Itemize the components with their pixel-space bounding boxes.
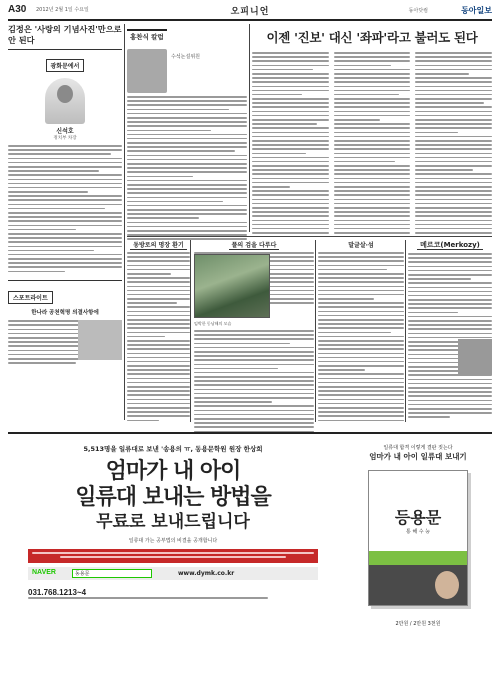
body-text bbox=[408, 253, 492, 334]
divider bbox=[8, 49, 122, 50]
section-divider bbox=[127, 236, 492, 237]
spotlight-box bbox=[8, 280, 122, 363]
spotlight-subhead: 한나라 공천혁명 의결사항에 bbox=[31, 310, 99, 317]
section-title: 오피니언 bbox=[230, 7, 270, 17]
newspaper-logo: 동아일보 bbox=[461, 5, 492, 15]
address-text bbox=[28, 597, 268, 599]
spotlight-photo bbox=[78, 320, 122, 360]
sub-brand: 동아닷컴 bbox=[408, 8, 428, 14]
box-d-label: 메르코(Merkozy) bbox=[417, 241, 483, 250]
column-divider bbox=[124, 24, 125, 420]
advertisement bbox=[8, 432, 492, 682]
book-price: 2만원 / 2만원 3천원 bbox=[395, 621, 441, 627]
box-c-label: 말글살·섬 bbox=[348, 242, 374, 249]
column-divider bbox=[315, 240, 316, 422]
column-divider bbox=[405, 240, 406, 422]
photo-caption: 임박한 동남해의 모습 bbox=[194, 321, 232, 326]
book-cover bbox=[368, 470, 468, 606]
search-query: 동용문 bbox=[72, 569, 152, 578]
columnist-byline: 수석논설위원 bbox=[171, 54, 200, 60]
masthead-rule bbox=[8, 19, 492, 21]
phone-number: 031.768.1213~4 bbox=[28, 588, 87, 598]
body-text bbox=[127, 252, 190, 421]
columnist-photo bbox=[127, 49, 167, 93]
ad-main bbox=[8, 434, 338, 684]
issue-date: 2012년 2월 1일 수요일 bbox=[36, 7, 89, 13]
article-columns bbox=[252, 52, 492, 236]
left-column bbox=[8, 24, 122, 424]
bottom-box-c bbox=[318, 240, 404, 425]
column-divider bbox=[249, 24, 250, 232]
ad-headline-3: 무료로 보내드립니다 bbox=[96, 512, 250, 532]
left-headline: 김정은 '사랑의 기념사진'만으로 안 된다 bbox=[8, 24, 122, 45]
book-ad-small: 일류대 합격 이렇게 결판 짓는다 bbox=[383, 445, 453, 451]
column-label: 광화문에서 bbox=[46, 59, 85, 72]
bottom-box-b bbox=[194, 240, 314, 425]
ad-note: 일류대 가는 공부법의 비결을 공개합니다 bbox=[128, 538, 218, 544]
body-text bbox=[8, 145, 122, 272]
book-ad-headline: 엄마가 내 아이 일류대 보내기 bbox=[369, 452, 467, 461]
landscape-photo bbox=[194, 254, 270, 318]
book-ad bbox=[344, 434, 492, 684]
body-text bbox=[252, 52, 329, 236]
book-stripe bbox=[369, 551, 467, 565]
body-text bbox=[194, 330, 314, 432]
author-title: 정치부 차장 bbox=[53, 136, 77, 141]
author-photo bbox=[45, 78, 85, 124]
bottom-box-d bbox=[408, 240, 492, 425]
main-article bbox=[252, 24, 492, 234]
spotlight-label: 스포트라이트 bbox=[8, 291, 53, 304]
body-text bbox=[127, 96, 247, 240]
naver-logo: NAVER bbox=[32, 569, 56, 577]
book-title: 등용문 bbox=[394, 508, 442, 527]
author-photo bbox=[458, 339, 492, 375]
ad-headline-2: 일류대 보내는 방법을 bbox=[75, 485, 271, 510]
body-text bbox=[334, 52, 411, 236]
ad-red-banner bbox=[28, 549, 318, 563]
masthead bbox=[8, 4, 492, 18]
column-name: 홍찬식 칼럼 bbox=[127, 29, 167, 42]
column-divider bbox=[190, 240, 191, 422]
ad-topline: 5,513명을 일류대로 보낸 '송용의 ㅠ, 동용문학원 원장 한상희 bbox=[83, 445, 263, 453]
bottom-box-a bbox=[127, 240, 190, 425]
body-text bbox=[415, 52, 492, 236]
search-bar bbox=[28, 567, 318, 580]
author-photo bbox=[435, 571, 459, 599]
banner-text bbox=[32, 552, 314, 558]
box-b-label: 풀의 검을 다루다 bbox=[229, 242, 280, 250]
columnist-section bbox=[127, 24, 247, 234]
body-text bbox=[318, 252, 404, 421]
box-a-label: 동방로의 명장 환기 bbox=[130, 242, 187, 250]
ad-headline-1: 엄마가 내 아이 bbox=[105, 459, 241, 484]
book-subtitle: 통 해 수 능 bbox=[405, 529, 431, 535]
page-number: A30 bbox=[8, 4, 27, 15]
author-name: 신석호 bbox=[56, 128, 74, 135]
website-url: www.dymk.co.kr bbox=[178, 570, 235, 578]
main-headline: 이젠 '진보' 대신 '좌파'라고 불러도 된다 bbox=[266, 30, 478, 45]
